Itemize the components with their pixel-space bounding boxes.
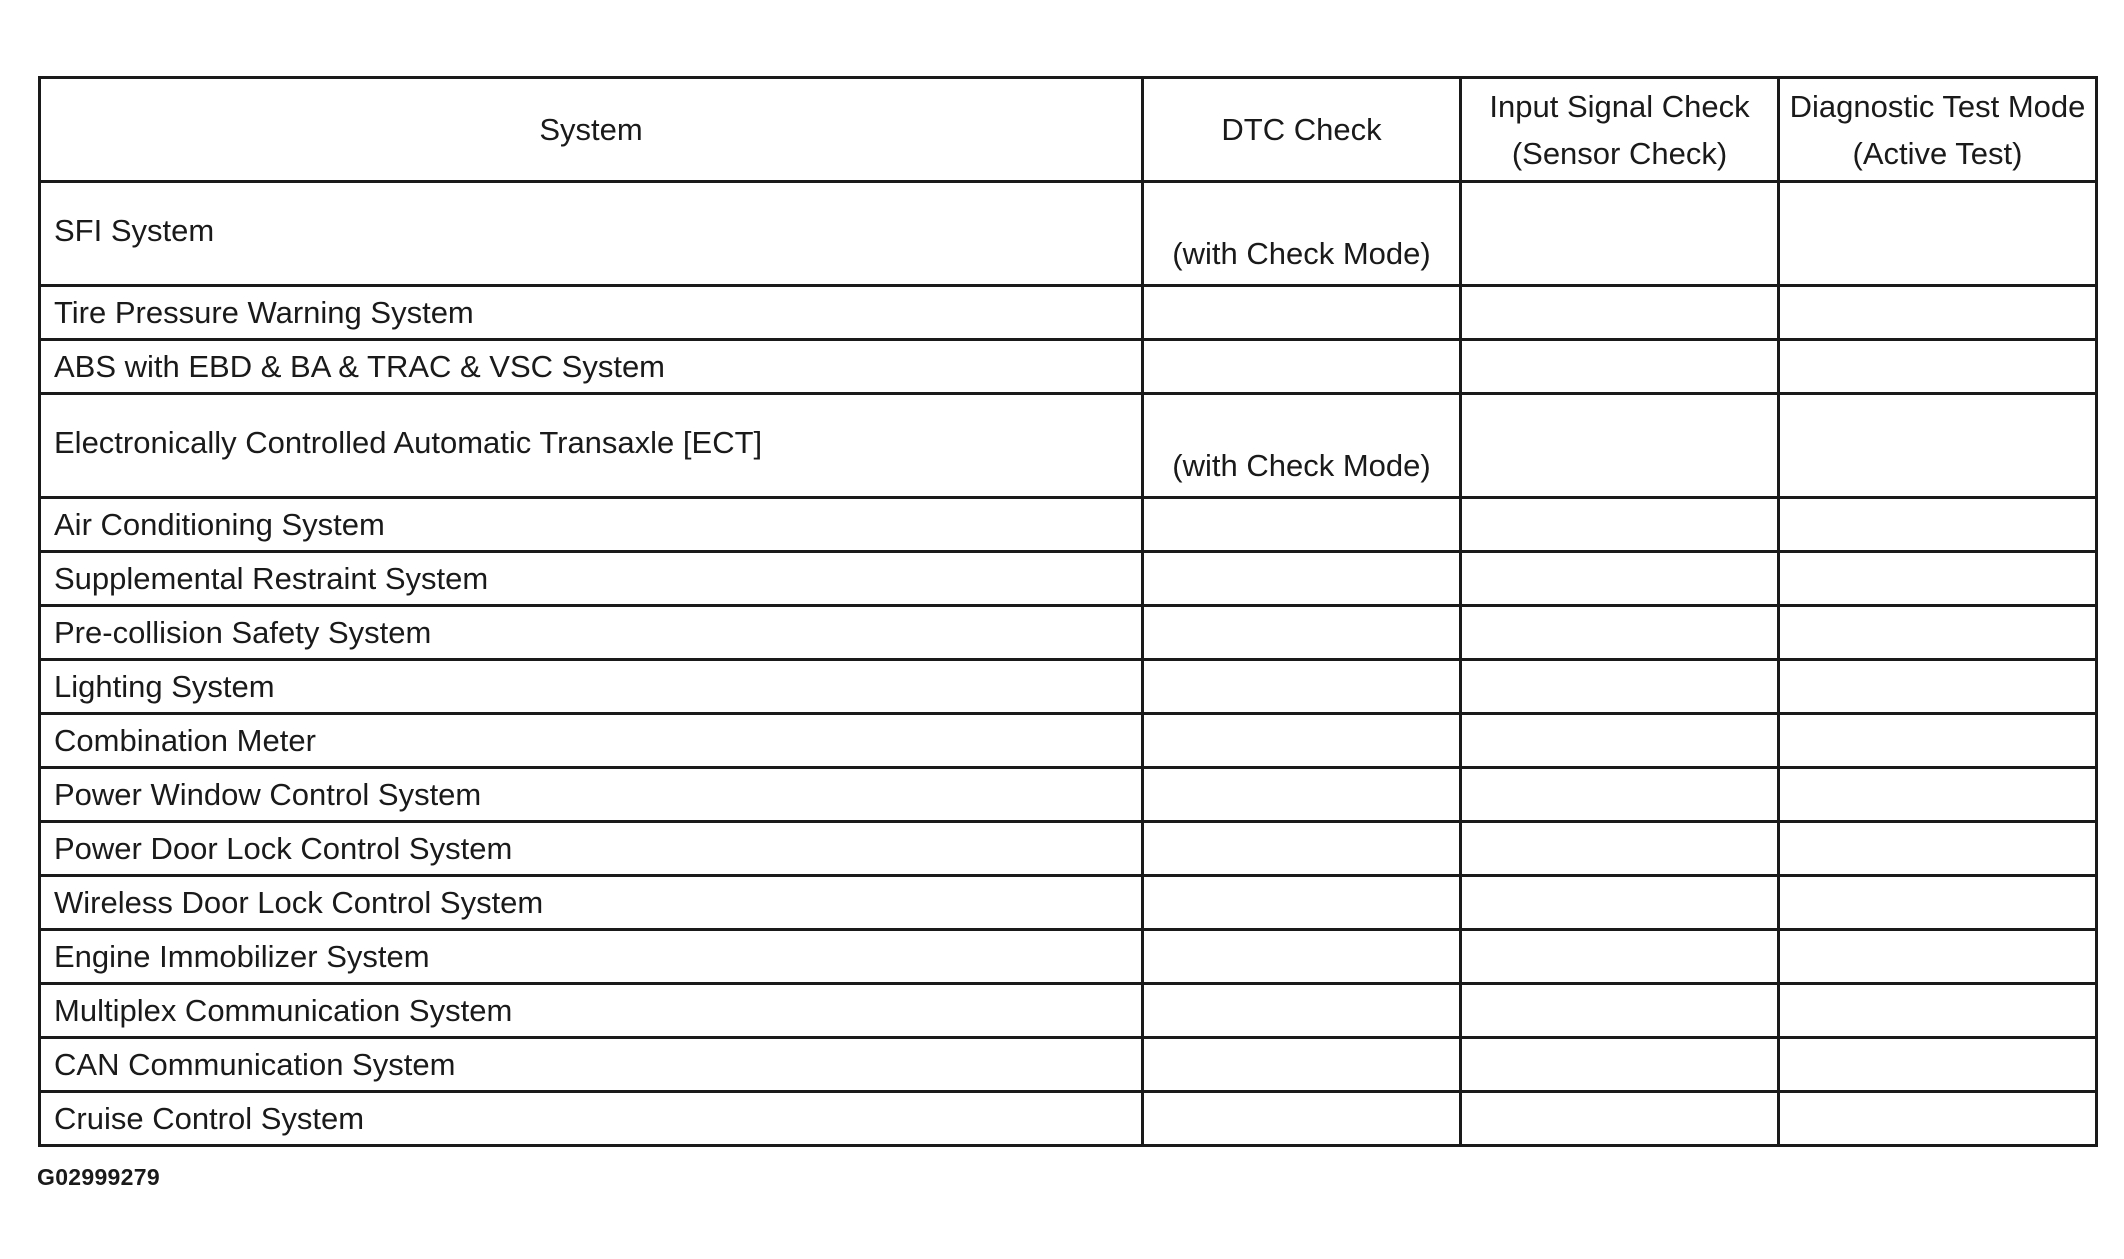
table-row — [40, 340, 2097, 394]
cell-diagnostic-test-mode — [1779, 340, 2097, 394]
cell-system: Engine Immobilizer System — [40, 930, 1143, 984]
cell-input-signal-check — [1461, 286, 1779, 340]
cell-system: Cruise Control System — [40, 1092, 1143, 1146]
cell-dtc-check: (with Check Mode) — [1143, 182, 1461, 286]
cell-system: Lighting System — [40, 660, 1143, 714]
header-system: System — [40, 78, 1143, 182]
cell-dtc-check — [1143, 552, 1461, 606]
table-row — [40, 394, 2097, 498]
table-row — [40, 552, 2097, 606]
cell-diagnostic-test-mode — [1779, 714, 2097, 768]
cell-system: CAN Communication System — [40, 1038, 1143, 1092]
table-row — [40, 876, 2097, 930]
cell-dtc-check — [1143, 822, 1461, 876]
cell-diagnostic-test-mode — [1779, 182, 2097, 286]
table-row — [40, 984, 2097, 1038]
table-row — [40, 822, 2097, 876]
cell-diagnostic-test-mode — [1779, 606, 2097, 660]
cell-input-signal-check — [1461, 876, 1779, 930]
header-dtc-check: DTC Check — [1143, 78, 1461, 182]
cell-diagnostic-test-mode — [1779, 930, 2097, 984]
cell-dtc-check — [1143, 984, 1461, 1038]
cell-dtc-check: (with Check Mode) — [1143, 394, 1461, 498]
cell-diagnostic-test-mode — [1779, 876, 2097, 930]
cell-input-signal-check — [1461, 1092, 1779, 1146]
table-row — [40, 286, 2097, 340]
cell-input-signal-check — [1461, 984, 1779, 1038]
diagnostic-function-table — [38, 76, 2098, 1147]
table-row — [40, 606, 2097, 660]
cell-system: Wireless Door Lock Control System — [40, 876, 1143, 930]
table-row — [40, 1092, 2097, 1146]
table-header-row — [40, 78, 2097, 182]
cell-system: Electronically Controlled Automatic Transaxle [ECT] — [40, 394, 1143, 498]
cell-input-signal-check — [1461, 822, 1779, 876]
cell-dtc-check — [1143, 876, 1461, 930]
cell-input-signal-check — [1461, 394, 1779, 498]
cell-system: SFI System — [40, 182, 1143, 286]
cell-diagnostic-test-mode — [1779, 984, 2097, 1038]
table-row — [40, 714, 2097, 768]
cell-dtc-check — [1143, 768, 1461, 822]
cell-diagnostic-test-mode — [1779, 822, 2097, 876]
cell-input-signal-check — [1461, 714, 1779, 768]
cell-dtc-check — [1143, 606, 1461, 660]
cell-input-signal-check — [1461, 1038, 1779, 1092]
table-row — [40, 768, 2097, 822]
table-row — [40, 1038, 2097, 1092]
cell-system: ABS with EBD & BA & TRAC & VSC System — [40, 340, 1143, 394]
header-diagnostic-test-mode: Diagnostic Test Mode (Active Test) — [1779, 78, 2097, 182]
cell-diagnostic-test-mode — [1779, 1092, 2097, 1146]
cell-input-signal-check — [1461, 340, 1779, 394]
cell-input-signal-check — [1461, 768, 1779, 822]
cell-diagnostic-test-mode — [1779, 552, 2097, 606]
cell-system: Power Window Control System — [40, 768, 1143, 822]
cell-system: Power Door Lock Control System — [40, 822, 1143, 876]
header-input-signal-check: Input Signal Check (Sensor Check) — [1461, 78, 1779, 182]
cell-diagnostic-test-mode — [1779, 768, 2097, 822]
cell-system: Air Conditioning System — [40, 498, 1143, 552]
cell-dtc-check — [1143, 286, 1461, 340]
cell-input-signal-check — [1461, 930, 1779, 984]
cell-dtc-check — [1143, 930, 1461, 984]
cell-diagnostic-test-mode — [1779, 498, 2097, 552]
cell-system: Pre-collision Safety System — [40, 606, 1143, 660]
cell-dtc-check — [1143, 340, 1461, 394]
cell-input-signal-check — [1461, 182, 1779, 286]
table-row — [40, 182, 2097, 286]
cell-diagnostic-test-mode — [1779, 286, 2097, 340]
cell-system: Supplemental Restraint System — [40, 552, 1143, 606]
figure-id-label: G02999279 — [37, 1164, 160, 1190]
cell-dtc-check — [1143, 714, 1461, 768]
cell-diagnostic-test-mode — [1779, 1038, 2097, 1092]
cell-input-signal-check — [1461, 552, 1779, 606]
cell-dtc-check — [1143, 660, 1461, 714]
table-row — [40, 660, 2097, 714]
cell-dtc-check — [1143, 498, 1461, 552]
cell-system: Combination Meter — [40, 714, 1143, 768]
table-row — [40, 930, 2097, 984]
cell-dtc-check — [1143, 1092, 1461, 1146]
cell-input-signal-check — [1461, 606, 1779, 660]
cell-system: Tire Pressure Warning System — [40, 286, 1143, 340]
table-row — [40, 498, 2097, 552]
cell-input-signal-check — [1461, 660, 1779, 714]
cell-input-signal-check — [1461, 498, 1779, 552]
cell-diagnostic-test-mode — [1779, 394, 2097, 498]
cell-system: Multiplex Communication System — [40, 984, 1143, 1038]
cell-dtc-check — [1143, 1038, 1461, 1092]
cell-diagnostic-test-mode — [1779, 660, 2097, 714]
